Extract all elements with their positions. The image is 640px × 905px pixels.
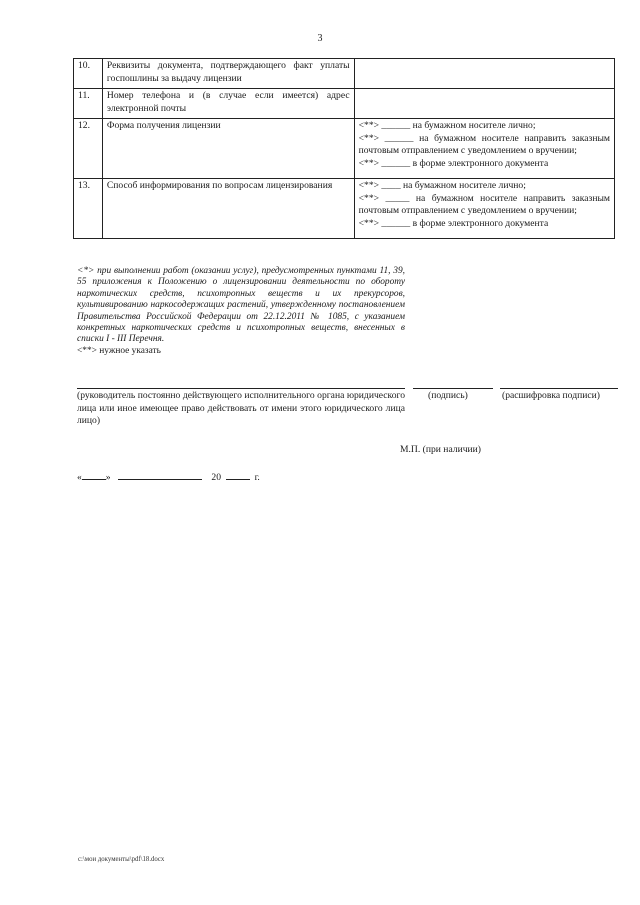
year-suffix: г. (254, 472, 260, 483)
table-row (74, 59, 615, 89)
date-open-quote: « (77, 472, 82, 483)
signature-line-sign (413, 388, 493, 389)
row-field-label: Номер телефона и (в случае если имеется) адрес электронной почты (102, 89, 354, 119)
row-number: 12. (74, 119, 103, 179)
option-line: <**> ______ в форме электронного документа (358, 217, 549, 229)
table-row (74, 89, 615, 119)
day-blank (82, 470, 106, 480)
stamp-place: М.П. (при наличии) (400, 444, 481, 455)
application-table (73, 58, 615, 239)
footnotes (77, 266, 405, 357)
row-field-label: Форма получения лицензии (102, 119, 354, 179)
table-row (74, 119, 615, 179)
row-field-label: Способ информирования по вопросам лицензирования (102, 179, 354, 239)
row-value-cell (354, 179, 614, 239)
row-value-cell (354, 119, 614, 179)
month-blank (118, 470, 202, 480)
row-value-cell (354, 59, 614, 89)
signature-line-decode (500, 388, 618, 389)
option-line: <**> ______ на бумажном носителе лично; (358, 120, 536, 131)
signature-decode-label: (расшифровка подписи) (502, 390, 600, 401)
row-number: 13. (74, 179, 103, 239)
signature-line-head (77, 388, 405, 389)
date-close-quote: » (105, 472, 111, 483)
footer-file-path: c:\мои документы\pdf\18.docx (78, 856, 165, 863)
row-number: 11. (74, 89, 103, 119)
signature-sign-label: (подпись) (428, 390, 468, 401)
year-blank (226, 470, 250, 480)
option-line: <**> ____ на бумажном носителе лично; (358, 180, 526, 191)
row-value-cell (354, 89, 614, 119)
footnote-2: <**> нужное указать (77, 345, 161, 356)
date-line (77, 470, 260, 483)
page-number: 3 (317, 33, 323, 44)
option-line: <**> ______ в форме электронного документа (358, 157, 549, 169)
row-field-label: Реквизиты документа, подтверждающего факт уплаты госпошлины за выдачу лицензии (102, 59, 354, 89)
option-line: <**> ______ на бумажном носителе направить заказным почтовым отправлением с уведомлением о вручении; (358, 132, 610, 156)
row-number: 10. (74, 59, 103, 89)
option-line: <**> _____ на бумажном носителе направить заказным почтовым отправлением с уведомлением о вручении; (358, 192, 610, 216)
signature-head-label: (руководитель постоянно действующего исполнительного органа юридического лица или иное имеющее право действовать от имени этого юридического лица лицо) (77, 390, 405, 427)
table-row (74, 179, 615, 239)
year-prefix: 20 (211, 472, 221, 483)
footnote-1: <*> при выполнении работ (оказании услуг), предусмотренных пунктами 11, 39, 55 приложения к Положению о лицензировании деятельности по обороту наркотических средств, психотропных веществ и их прекурсоров, культивированию наркосодержащих растений, утвержденному постановлением Правительства Российской Федерации от 22.12.2011 № 1085, с указанием конкретных наркотических средств и психотропных веществ, внесенных в списки I - III Перечня. (77, 266, 405, 345)
